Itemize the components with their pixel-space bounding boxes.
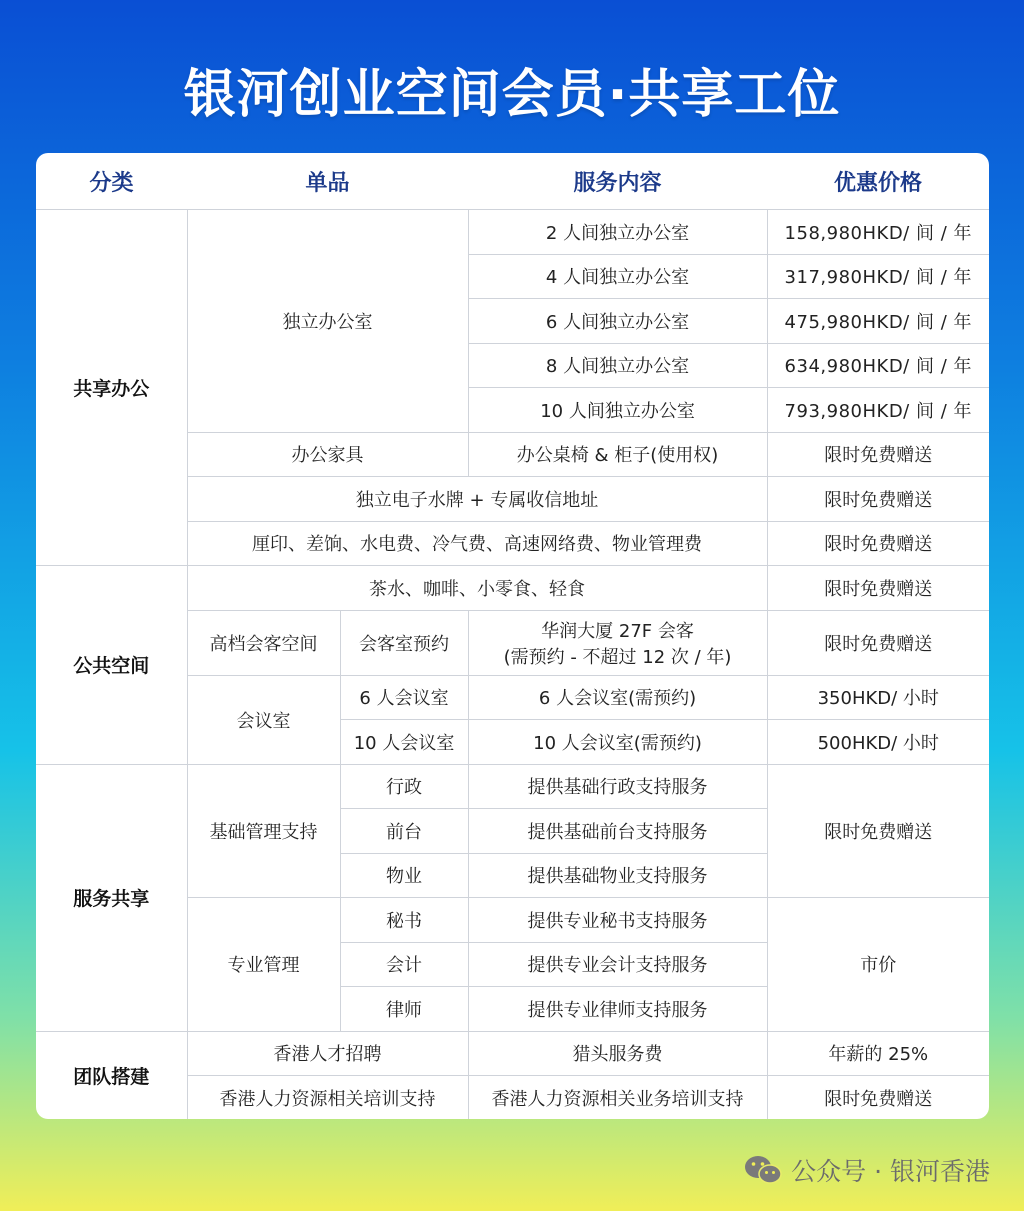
wechat-icon [743,1154,783,1186]
content-cell [468,610,767,675]
footer-text: 公众号 · 银河香港 [791,1157,990,1186]
pricing-card [36,153,989,1119]
page-title: 银河创业空间会员·共享工位 [183,65,841,125]
item-reception: 高档会客空间 [187,610,340,675]
content-cell: 提供基础前台支持服务 [468,809,767,854]
content-cell: 香港人力资源相关业务培训支持 [468,1076,767,1120]
table-row [36,764,989,809]
sub-item-cell: 前台 [340,809,468,854]
sub-item-cell: 秘书 [340,898,468,943]
sub-item-cell: 会客室预约 [340,610,468,675]
sub-item-cell: 10 人会议室 [340,720,468,765]
sub-item-cell: 会计 [340,942,468,987]
item-refreshments: 茶水、咖啡、小零食、轻食 [187,566,767,611]
content-cell: 8 人间独立办公室 [468,343,767,388]
item-basic-management: 基础管理支持 [187,764,340,898]
sub-item-cell: 物业 [340,853,468,898]
price-cell: 限时免费赠送 [767,521,989,566]
price-cell: 350HKD/ 小时 [767,675,989,720]
header-item: 单品 [187,153,468,210]
content-cell: 6 人会议室(需预约) [468,675,767,720]
content-cell: 4 人间独立办公室 [468,254,767,299]
price-cell: 793,980HKD/ 间 / 年 [767,388,989,433]
content-cell: 提供基础物业支持服务 [468,853,767,898]
price-cell: 158,980HKD/ 间 / 年 [767,210,989,255]
header-price: 优惠价格 [767,153,989,210]
content-cell: 提供基础行政支持服务 [468,764,767,809]
content-cell: 6 人间独立办公室 [468,299,767,344]
category-public: 公共空间 [36,566,187,765]
table-row [36,1031,989,1076]
category-office: 共享办公 [36,210,187,566]
price-cell: 限时免费赠送 [767,764,989,898]
item-furniture: 办公家具 [187,432,468,477]
price-cell: 475,980HKD/ 间 / 年 [767,299,989,344]
sub-item-cell: 行政 [340,764,468,809]
price-cell: 限时免费赠送 [767,477,989,522]
item-cell: 香港人才招聘 [187,1031,468,1076]
item-private-office: 独立办公室 [187,210,468,433]
content-line: 华润大厦 27F 会客 [541,620,694,642]
category-team: 团队搭建 [36,1031,187,1119]
price-cell: 500HKD/ 小时 [767,720,989,765]
sub-item-cell: 6 人会议室 [340,675,468,720]
category-service: 服务共享 [36,764,187,1031]
footer-watermark [743,1152,990,1188]
price-cell: 限时免费赠送 [767,610,989,675]
price-cell: 限时免费赠送 [767,1076,989,1120]
price-cell: 634,980HKD/ 间 / 年 [767,343,989,388]
item-signage: 独立电子水牌 + 专属收信地址 [187,477,767,522]
sub-item-cell: 律师 [340,987,468,1032]
content-cell: 办公桌椅 & 柜子(使用权) [468,432,767,477]
content-cell: 10 人间独立办公室 [468,388,767,433]
content-cell: 提供专业会计支持服务 [468,942,767,987]
pricing-table [36,153,989,1119]
content-cell: 10 人会议室(需预约) [468,720,767,765]
header-category: 分类 [36,153,187,210]
content-cell: 猎头服务费 [468,1031,767,1076]
content-cell: 提供专业律师支持服务 [468,987,767,1032]
price-cell: 317,980HKD/ 间 / 年 [767,254,989,299]
price-cell: 年薪的 25% [767,1031,989,1076]
item-cell: 香港人力资源相关培训支持 [187,1076,468,1120]
price-cell: 市价 [767,898,989,1032]
content-line: (需预约 - 不超过 12 次 / 年) [503,646,732,668]
price-cell: 限时免费赠送 [767,566,989,611]
table-header-row [36,153,989,210]
table-row [36,566,989,611]
item-meeting-room: 会议室 [187,675,340,764]
content-cell: 2 人间独立办公室 [468,210,767,255]
item-fees: 厘印、差饷、水电费、冷气费、高速网络费、物业管理费 [187,521,767,566]
price-cell: 限时免费赠送 [767,432,989,477]
header-content: 服务内容 [468,153,767,210]
item-professional-management: 专业管理 [187,898,340,1032]
content-cell: 提供专业秘书支持服务 [468,898,767,943]
table-row [36,210,989,255]
